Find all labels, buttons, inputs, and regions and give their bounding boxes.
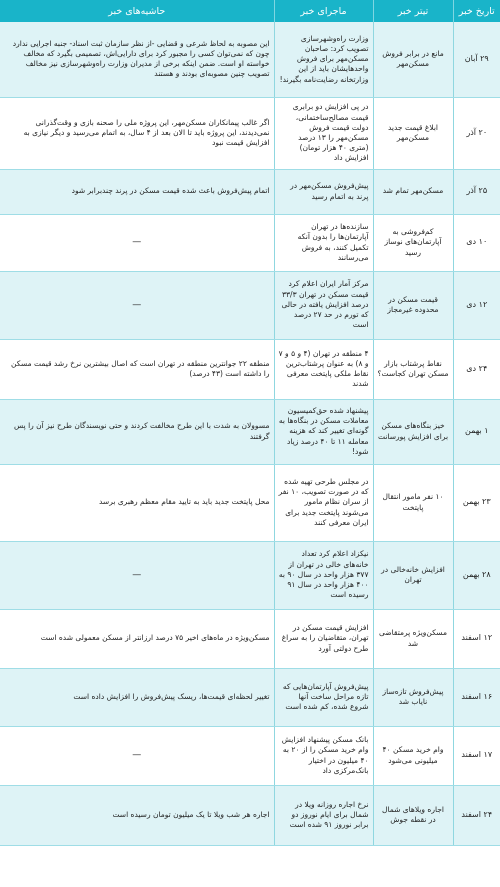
table-row xyxy=(0,214,500,271)
row-title: قیمت مسکن در محدوده غیرمجاز xyxy=(373,271,453,339)
row-title: افزایش خانه‌خالی در تهران xyxy=(373,541,453,609)
row-story: نیکزاد اعلام کرد تعداد خانه‌های خالی در تهران از ۳۷۷ هزار واحد در سال ۹۰ به ۴۰۰ هزار واحد در سال ۹۱ رسیده است xyxy=(274,541,373,609)
row-date: ۱۷ اسفند xyxy=(453,726,500,785)
table-row xyxy=(0,97,500,169)
row-date: ۱۲ دی xyxy=(453,271,500,339)
row-margin: این مصوبه به لحاظ شرعی و قضایی -از نظر سازمان ثبت اسناد- جنبه اجرایی ندارد چون که نمی‌توان کسی را مجبور کرد برای دارایی‌اش، تصمیمی بگیرد که مخالف خواسته او است. ضمن اینکه برخی از مدیران وزارت راه‌وشهرسازی نیز مخالف تصویب چنین مصوبه‌ای بودند و هستند xyxy=(0,22,274,97)
row-date: ۲۴ اسفند xyxy=(453,785,500,845)
row-story: مرکز آمار ایران اعلام کرد قیمت مسکن در تهران ۳۳/۳ درصد افزایش یافته در حالی که تورم در حد ۲۷ درصد است xyxy=(274,271,373,339)
row-story: در پی افزایش دو برابری قیمت مصالح‌ساختمانی، دولت قیمت فروش مسکن‌مهر را ۱۳ درصد (متری ۴۰ هزار تومان) افزایش داد xyxy=(274,97,373,169)
row-margin: مسوولان به شدت با این طرح مخالفت کردند و حتی نویسندگان طرح نیز آن را پس گرفتند xyxy=(0,399,274,464)
row-title: خیز بنگاه‌های مسکن برای افزایش پورسانت xyxy=(373,399,453,464)
table-row xyxy=(0,22,500,97)
row-date: ۲۸ بهمن xyxy=(453,541,500,609)
row-title: نقاط پرشتاب بازار مسکن تهران کجاست؟ xyxy=(373,339,453,399)
row-margin: تغییر لحظه‌ای قیمت‌ها، ریسک پیش‌فروش را افزایش داده است xyxy=(0,668,274,726)
row-date: ۲۵ آذر xyxy=(453,169,500,214)
row-title: ابلاغ قیمت جدید مسکن‌مهر xyxy=(373,97,453,169)
row-date: ۱ بهمن xyxy=(453,399,500,464)
row-story: در مجلس طرحی تهیه شده که در صورت تصویب، ۱۰ نفر از سران نظام مامور می‌شوند پایتخت جدید برای ایران معرفی کنند xyxy=(274,464,373,541)
header-date: تاریخ خبر xyxy=(453,0,500,22)
row-margin: منطقه ۲۲ جوانترین منطقه در تهران است که اصال بیشترین نرخ رشد قیمت مسکن را داشته است (۴۳ درصد) xyxy=(0,339,274,399)
row-date: ۱۲ اسفند xyxy=(453,609,500,668)
row-margin: — xyxy=(0,541,274,609)
row-story: پیش‌فروش مسکن‌مهر در پرند به اتمام رسید xyxy=(274,169,373,214)
row-title: ۱۰ نفر مامور انتقال پایتخت xyxy=(373,464,453,541)
row-date: ۱۰ دی xyxy=(453,214,500,271)
row-story: سازنده‌ها در تهران آپارتمان‌ها را بدون آنکه تکمیل کنند، به فروش می‌رسانند xyxy=(274,214,373,271)
table-row xyxy=(0,785,500,845)
table-row xyxy=(0,169,500,214)
table-row xyxy=(0,668,500,726)
row-title: کم‌فروشی به آپارتمان‌های نوساز رسید xyxy=(373,214,453,271)
row-story: نرخ اجاره روزانه ویلا در شمال برای ایام نوروز دو برابر نوروز ۹۱ شده است xyxy=(274,785,373,845)
row-date: ۲۴ دی xyxy=(453,339,500,399)
table-row xyxy=(0,541,500,609)
row-date: ۲۳ بهمن xyxy=(453,464,500,541)
row-margin: مسکن‌ویژه در ماه‌های اخیر ۷۵ درصد ارزانتر از مسکن معمولی شده است xyxy=(0,609,274,668)
row-title: وام خرید مسکن ۴۰ میلیونی می‌شود xyxy=(373,726,453,785)
table-row xyxy=(0,464,500,541)
header-margin: حاشیه‌های خبر xyxy=(0,0,274,22)
header-title: تیتر خبر xyxy=(373,0,453,22)
table-row xyxy=(0,399,500,464)
header-story: ماجرای خبر xyxy=(274,0,373,22)
row-margin: — xyxy=(0,271,274,339)
table-row xyxy=(0,726,500,785)
table-header-row xyxy=(0,0,500,22)
row-story: ۴ منطقه در تهران (۴ و ۵ و ۷ و ۸) به عنوان پرشتاب‌ترین نقاط ملکی پایتخت معرفی شدند xyxy=(274,339,373,399)
row-margin: اجاره هر شب ویلا تا یک میلیون تومان رسیده است xyxy=(0,785,274,845)
row-date: ۱۶ اسفند xyxy=(453,668,500,726)
table-row xyxy=(0,609,500,668)
row-story: افزایش قیمت مسکن در تهران، متقاضیان را به سراغ طرح دولتی آورد xyxy=(274,609,373,668)
row-story: وزارت راه‌وشهرسازی تصویب کرد: صاحبان مسکن‌مهر برای فروش واحدهایشان باید از این وزارتخانه رضایت‌نامه بگیرند! xyxy=(274,22,373,97)
row-story: بانک مسکن پیشنهاد افزایش وام خرید مسکن را از ۲۰ به ۴۰ میلیون در اختیار بانک‌مرکزی داد xyxy=(274,726,373,785)
table-row xyxy=(0,271,500,339)
row-title: مسکن‌مهر تمام شد xyxy=(373,169,453,214)
row-margin: — xyxy=(0,214,274,271)
row-title: اجاره ویلاهای شمال در نقطه جوش xyxy=(373,785,453,845)
row-margin: اگر غالب پیمانکاران مسکن‌مهر، این پروژه ملی را صحنه بازی و وقت‌گذرانی نمی‌دیدند، این پروژه باید تا الان بعد از ۴ سال، به اتمام می‌رسید و دیگر نیازی به افزایش قیمت نبود xyxy=(0,97,274,169)
row-date: ۲۰ آذر xyxy=(453,97,500,169)
row-margin: — xyxy=(0,726,274,785)
row-title: پیش‌فروش تازه‌ساز نایاب شد xyxy=(373,668,453,726)
row-story: پیشنهاد شده حق‌کمیسیون معاملات مسکن در بنگاه‌ها به گونه‌ای تغییر کند که هزینه معامله ۱۱ تا ۴۰ درصد زیاد شود! xyxy=(274,399,373,464)
row-margin: محل پایتخت جدید باید به تایید مقام معظم رهبری برسد xyxy=(0,464,274,541)
row-story: پیش‌فروش آپارتمان‌هایی که تازه مراحل ساخت آنها شروع شده، کم شده است xyxy=(274,668,373,726)
row-title: مسکن‌ویژه پرمتقاضی شد xyxy=(373,609,453,668)
row-date: ۲۹ آبان xyxy=(453,22,500,97)
row-margin: اتمام پیش‌فروش باعث شده قیمت مسکن در پرند چندبرابر شود xyxy=(0,169,274,214)
row-title: مانع در برابر فروش مسکن‌مهر xyxy=(373,22,453,97)
table-row xyxy=(0,339,500,399)
